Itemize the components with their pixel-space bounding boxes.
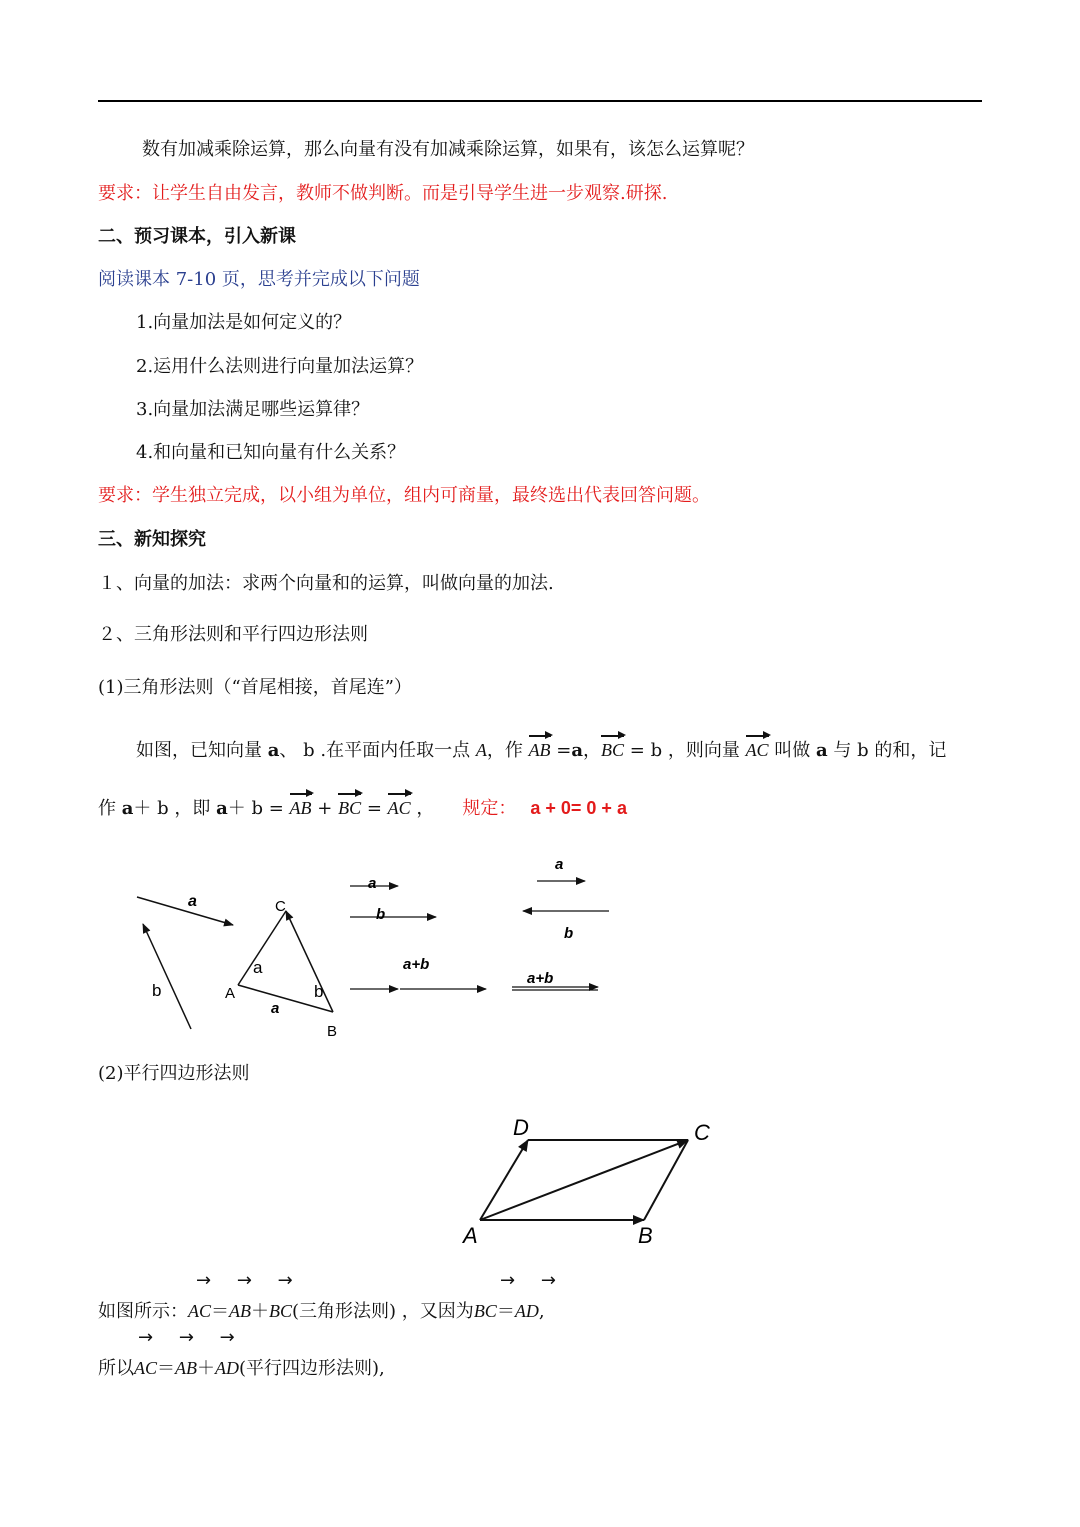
triangle-paragraph-2 — [98, 796, 627, 821]
f1-AC: AC — [188, 1301, 212, 1321]
p1-text-3: ，作 — [486, 740, 529, 761]
p2-text-1: 作 — [98, 798, 122, 819]
p2-comma: ， — [410, 798, 435, 819]
formula-1-arrows-right — [500, 1270, 556, 1291]
p2-eq: = — [361, 798, 388, 819]
p1-vec-AC: AC — [745, 740, 769, 760]
right-b-label: b — [564, 925, 574, 942]
p1-text-6: = b ，则向量 — [624, 740, 746, 761]
question-4: 4.和向量和已知向量有什么关系？ — [136, 442, 406, 463]
p1-text-4: = — [550, 740, 572, 761]
f2-note: (平行四边形法则), — [239, 1358, 385, 1379]
f2-eq: ＝ — [157, 1358, 176, 1379]
vector-b-arrow — [143, 924, 191, 1029]
f1-BC-2: BC — [473, 1301, 497, 1321]
triangle-b: b — [314, 982, 324, 1001]
p2-vec-AB: AB — [289, 798, 312, 818]
section-3-heading: 三、新知探究 — [98, 529, 206, 550]
vertex-D-label: D — [513, 1115, 529, 1140]
arrow-AC-2: → — [138, 1327, 154, 1348]
f1-AD: AD — [514, 1301, 539, 1321]
p1-text-7: 叫做 — [768, 740, 817, 761]
item-2-rules: ２、三角形法则和平行四边形法则 — [98, 624, 368, 645]
p2-vec-AC: AC — [387, 798, 411, 818]
formula-2 — [98, 1356, 385, 1381]
vertex-B-label: B — [638, 1223, 653, 1248]
parallelogram-rule-title: (2)平行四边形法则 — [98, 1063, 250, 1084]
f2-AD: AD — [215, 1358, 240, 1378]
triangle-rule-title: (1)三角形法则（“首尾相接，首尾连”） — [98, 677, 412, 698]
triangle-side-bc — [286, 911, 333, 1012]
f2-AC: AC — [134, 1358, 158, 1378]
p1-point-A: A — [475, 740, 487, 760]
p1-text-8: 与 b 的和，记 — [827, 740, 947, 761]
arrow-AD-1: → — [540, 1270, 556, 1291]
p1-text-2: 、 b .在平面内任取一点 — [279, 740, 476, 761]
p2-text-2: ＋ b ，即 — [133, 798, 217, 819]
p2-vec-BC: BC — [338, 798, 362, 818]
point-C-label: C — [275, 898, 286, 915]
arrow-BC-1: → — [277, 1270, 293, 1291]
reading-instruction: 阅读课本 7-10 页，思考并完成以下问题 — [98, 269, 420, 290]
vector-a-arrow — [137, 897, 233, 925]
vertex-A-label: A — [463, 1223, 478, 1248]
arrow-AD-2: → — [219, 1327, 235, 1348]
p1-vec-AB: AB — [528, 740, 551, 760]
edge-AD — [480, 1140, 528, 1220]
f1-eq-2: ＝ — [496, 1301, 515, 1322]
f2-plus: ＋ — [197, 1358, 216, 1379]
question-2: 2.运用什么法则进行向量加法运算？ — [136, 356, 424, 377]
triangle-paragraph-1 — [136, 738, 946, 763]
f1-end: , — [538, 1301, 545, 1322]
p1-vec-a: a — [267, 740, 280, 761]
diagonal-AC — [480, 1140, 688, 1220]
p1-text-5: ， — [583, 740, 602, 761]
small-a-label: a — [368, 875, 377, 892]
header-rule — [98, 100, 982, 102]
question-3: 3.向量加法满足哪些运算律？ — [136, 399, 370, 420]
arrow-AC-1: → — [196, 1270, 212, 1291]
p1-vec-a-3: a — [816, 740, 828, 761]
f2-pre: 所以 — [98, 1358, 134, 1379]
arrow-AB-2: → — [178, 1327, 194, 1348]
requirement-2: 要求：学生独立完成，以小组为单位，组内可商量，最终选出代表回答问题。 — [98, 485, 710, 506]
triangle-a-left: a — [253, 958, 263, 977]
sum-label-1: a+b — [403, 956, 430, 973]
item-1-definition: １、向量的加法：求两个向量和的运算，叫做向量的加法. — [98, 573, 554, 594]
section-2-heading: 二、预习课本，引入新课 — [98, 226, 296, 247]
p1-text-1: 如图，已知向量 — [136, 740, 268, 761]
arrow-AB-1: → — [236, 1270, 252, 1291]
formula-1 — [98, 1299, 545, 1324]
f1-note: (三角形法则) ，又因为 — [292, 1301, 474, 1322]
zero-rule: a + 0= 0 + a — [530, 798, 627, 818]
point-B-label: B — [327, 1023, 338, 1040]
f1-eq: ＝ — [211, 1301, 230, 1322]
formula-1-arrows-left — [196, 1270, 293, 1291]
formula-2-arrows — [138, 1327, 235, 1348]
f2-AB: AB — [175, 1358, 198, 1378]
p2-vec-a-2: a — [216, 798, 228, 819]
p2-vec-a: a — [121, 798, 134, 819]
vector-b-label: b — [152, 981, 162, 1000]
p1-vec-BC: BC — [601, 740, 625, 760]
arrow-BC-2: → — [500, 1270, 516, 1291]
rule-label: 规定： — [462, 798, 517, 819]
small-b-label: b — [376, 906, 386, 923]
p2-text-4: ＋ b = — [227, 798, 290, 819]
p1-vec-a-2: a — [571, 740, 584, 761]
sum-label-2: a+b — [527, 970, 554, 987]
intro-question: 数有加减乘除运算，那么向量有没有加减乘除运算，如果有，该怎么运算呢？ — [142, 139, 754, 160]
edge-BC — [644, 1140, 688, 1220]
f1-BC: BC — [269, 1301, 293, 1321]
question-1: 1.向量加法是如何定义的？ — [136, 312, 352, 333]
requirement-1: 要求：让学生自由发言，教师不做判断。而是引导学生进一步观察.研探. — [98, 183, 668, 204]
parallelogram-figure — [455, 1105, 725, 1255]
triangle-rule-figure — [120, 840, 640, 1040]
vertex-C-label: C — [694, 1120, 710, 1145]
f1-plus: ＋ — [251, 1301, 270, 1322]
vector-a-label: a — [188, 893, 197, 910]
point-A-label: A — [225, 985, 236, 1002]
p2-plus: + — [311, 798, 339, 819]
triangle-a-bottom: a — [271, 1000, 280, 1017]
f1-AB: AB — [229, 1301, 252, 1321]
f1-pre: 如图所示： — [98, 1301, 188, 1322]
right-a-label: a — [555, 856, 564, 873]
